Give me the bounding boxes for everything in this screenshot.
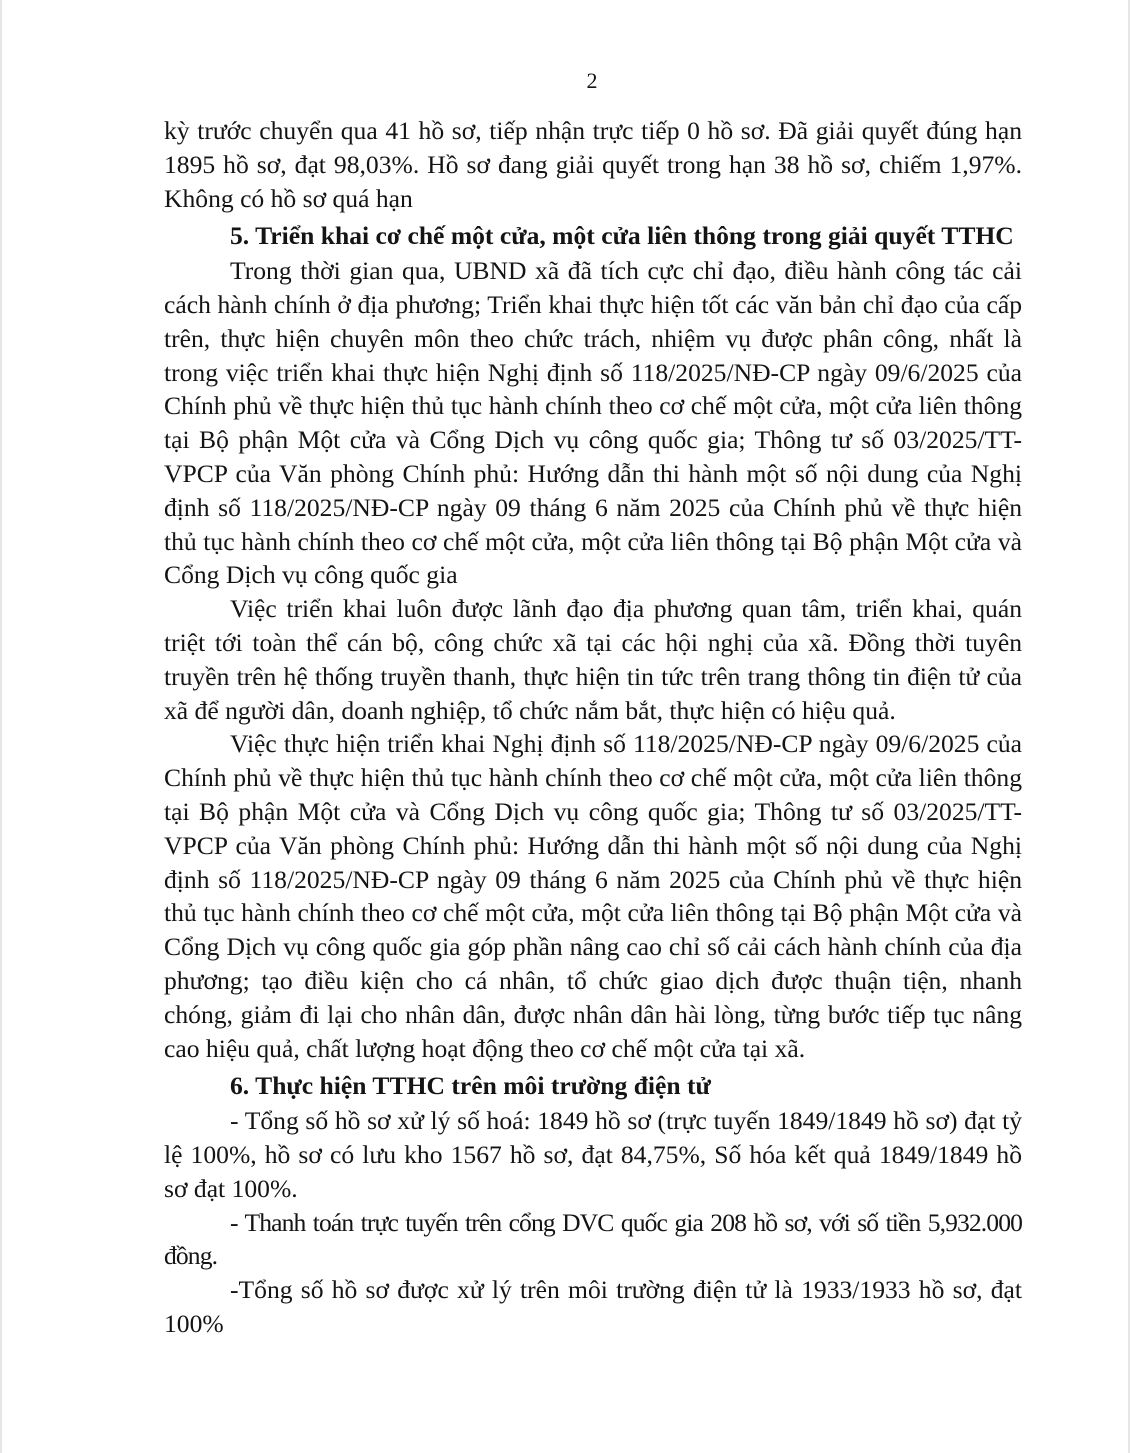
paragraph-6-3: -Tổng số hồ sơ được xử lý trên môi trường điện tử là 1933/1933 hồ sơ, đạt 100% (164, 1275, 1022, 1338)
paragraph-intro: kỳ trước chuyển qua 41 hồ sơ, tiếp nhận trực tiếp 0 hồ sơ. Đã giải quyết đúng hạn 1895 hồ sơ, đạt 98,03%. Hồ sơ đang giải quyết trong hạn 38 hồ sơ, chiếm 1,97%. Không có hồ sơ quá hạn (164, 116, 1022, 213)
paragraph-5-2: Việc triển khai luôn được lãnh đạo địa phương quan tâm, triển khai, quán triệt tới toàn thể cán bộ, công chức xã tại các hội nghị của xã. Đồng thời tuyên truyền trên hệ thống truyền thanh, thực hiện tin tức trên trang thông tin điện tử của xã để người dân, doanh nghiệp, tổ chức nắm bắt, thực hiện có hiệu quả. (164, 594, 1022, 725)
section-heading-5: 5. Triển khai cơ chế một cửa, một cửa liên thông trong giải quyết TTHC (230, 221, 1014, 251)
paragraph-6-1: - Tổng số hồ sơ xử lý số hoá: 1849 hồ sơ (trực tuyến 1849/1849 hồ sơ) đạt tỷ lệ 100%, hồ sơ có lưu kho 1567 hồ sơ, đạt 84,75%, Số hóa kết quả 1849/1849 hồ sơ đạt 100%. (164, 1106, 1022, 1203)
paragraph-5-3: Việc thực hiện triển khai Nghị định số 118/2025/NĐ-CP ngày 09/6/2025 của Chính phủ về thực hiện thủ tục hành chính theo cơ chế một cửa, một cửa liên thông tại Bộ phận Một cửa và Cổng Dịch vụ công quốc gia; Thông tư số 03/2025/TT-VPCP của Văn phòng Chính phủ: Hướng dẫn thi hành một số nội dung của Nghị định số 118/2025/NĐ-CP ngày 09 tháng 6 năm 2025 của Chính phủ về thực hiện thủ tục hành chính theo cơ chế một cửa, một cửa liên thông tại Bộ phận Một cửa và Cổng Dịch vụ công quốc gia góp phần nâng cao chỉ số cải cách hành chính của địa phương; tạo điều kiện cho cá nhân, tổ chức giao dịch được thuận tiện, nhanh chóng, giảm đi lại cho nhân dân, được nhân dân hài lòng, từng bước tiếp tục nâng cao hiệu quả, chất lượng hoạt động theo cơ chế một cửa tại xã. (164, 729, 1022, 1063)
section-heading-6: 6. Thực hiện TTHC trên môi trường điện tử (230, 1071, 711, 1101)
paragraph-5-1: Trong thời gian qua, UBND xã đã tích cực chỉ đạo, điều hành công tác cải cách hành chính ở địa phương; Triển khai thực hiện tốt các văn bản chỉ đạo của cấp trên, thực hiện chuyên môn theo chức trách, nhiệm vụ được phân công, nhất là trong việc triển khai thực hiện Nghị định số 118/2025/NĐ-CP ngày 09/6/2025 của Chính phủ về thực hiện thủ tục hành chính theo cơ chế một cửa, một cửa liên thông tại Bộ phận Một cửa và Cổng Dịch vụ công quốc gia; Thông tư số 03/2025/TT-VPCP của Văn phòng Chính phủ: Hướng dẫn thi hành một số nội dung của Nghị định số 118/2025/NĐ-CP ngày 09 tháng 6 năm 2025 của Chính phủ về thực hiện thủ tục hành chính theo cơ chế một cửa, một cửa liên thông tại Bộ phận Một cửa và Cổng Dịch vụ công quốc gia (164, 256, 1022, 590)
page-number: 2 (586, 68, 598, 93)
document-body (164, 114, 1022, 1341)
paragraph-6-2: - Thanh toán trực tuyến trên cổng DVC quốc gia 208 hồ sơ, với số tiền 5,932.000 đồng. (164, 1207, 1022, 1271)
